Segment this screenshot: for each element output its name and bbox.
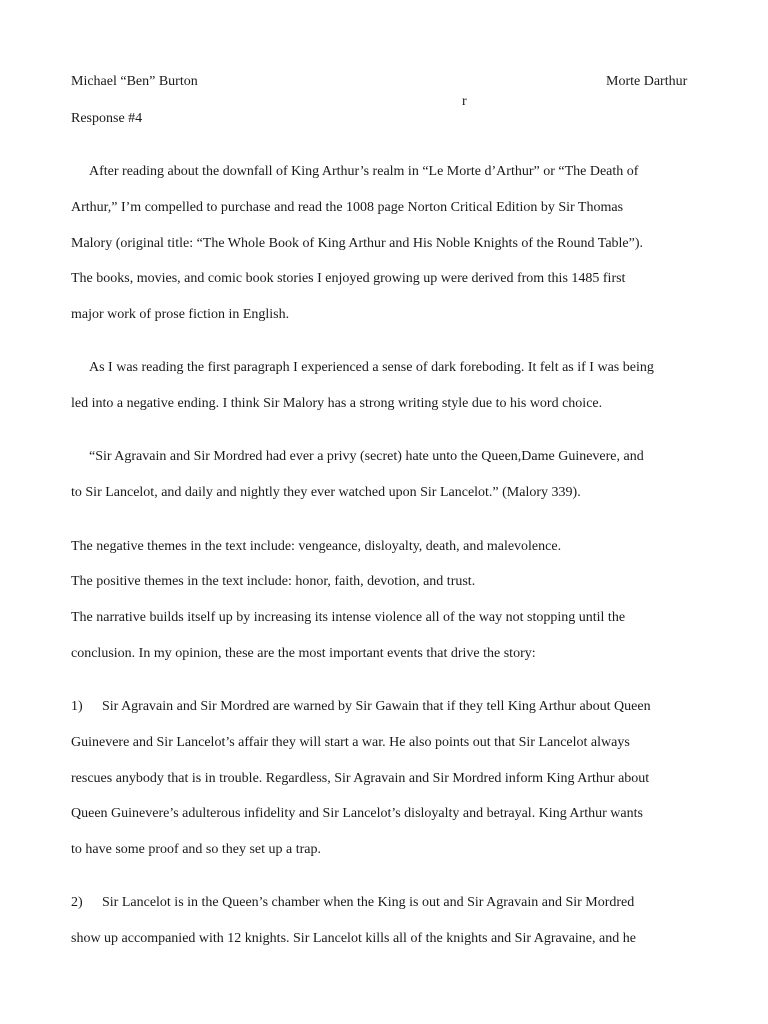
paragraph-line: After reading about the downfall of King Arthur’s realm in “Le Morte d’Arthur” or “The Death of bbox=[89, 164, 639, 179]
paragraph-line: Queen Guinevere’s adulterous infidelity and Sir Lancelot’s disloyalty and betrayal. King Arthur wants bbox=[71, 806, 643, 822]
paragraph-line: “Sir Agravain and Sir Mordred had ever a privy (secret) hate unto the Queen,Dame Guinevere, and bbox=[89, 449, 644, 464]
paragraph-narrative bbox=[71, 600, 701, 672]
paragraph-line: led into a negative ending. I think Sir Malory has a strong writing style due to his word choice. bbox=[71, 395, 603, 411]
paragraph-line: major work of prose fiction in English. bbox=[71, 307, 290, 323]
list-item bbox=[71, 689, 701, 868]
list-item bbox=[71, 885, 701, 957]
positive-themes: The positive themes in the text include: honor, faith, devotion, and trust. bbox=[71, 574, 476, 589]
stray-character: r bbox=[462, 94, 467, 109]
paragraph-line: Arthur,” I’m compelled to purchase and read the 1008 page Norton Critical Edition by Sir Thomas bbox=[71, 199, 624, 215]
paragraph-line: Sir Lancelot is in the Queen’s chamber when the King is out and Sir Agravain and Sir Mordred bbox=[102, 895, 635, 910]
paragraph-line: to Sir Lancelot, and daily and nightly they ever watched upon Sir Lancelot.” (Malory 339). bbox=[71, 484, 581, 500]
negative-themes: The negative themes in the text include: vengeance, disloyalty, death, and malevolence. bbox=[71, 539, 562, 554]
paragraph-intro bbox=[71, 154, 701, 333]
paragraph-line: Sir Agravain and Sir Mordred are warned by Sir Gawain that if they tell King Arthur about Queen bbox=[102, 699, 651, 714]
paragraph-line: conclusion. In my opinion, these are the most important events that drive the story: bbox=[71, 645, 536, 661]
list-number: 1) bbox=[71, 699, 83, 714]
paragraph-line: As I was reading the first paragraph I experienced a sense of dark foreboding. It felt as if I was being bbox=[89, 360, 654, 375]
document-title: Morte Darthur bbox=[606, 74, 688, 89]
paragraph-line: The narrative builds itself up by increasing its intense violence all of the way not stopping until the bbox=[71, 610, 626, 625]
paragraph-line: The books, movies, and comic book stories I enjoyed growing up were derived from this 1485 first bbox=[71, 271, 626, 287]
paragraph-line: rescues anybody that is in trouble. Regardless, Sir Agravain and Sir Mordred inform King Arthur about bbox=[71, 770, 650, 786]
paragraph-line: to have some proof and so they set up a trap. bbox=[71, 842, 321, 858]
paragraph-line: show up accompanied with 12 knights. Sir Lancelot kills all of the knights and Sir Agravaine, and he bbox=[71, 930, 636, 946]
list-number: 2) bbox=[71, 895, 83, 910]
paragraph-reading bbox=[71, 350, 701, 422]
paragraph-line: Guinevere and Sir Lancelot’s affair they will start a war. He also points out that Sir Lancelot always bbox=[71, 734, 630, 750]
paragraph-line: Malory (original title: “The Whole Book of King Arthur and His Noble Knights of the Round Table”). bbox=[71, 235, 644, 251]
quote-paragraph bbox=[71, 439, 701, 511]
author-name: Michael “Ben” Burton bbox=[71, 74, 198, 89]
response-label: Response #4 bbox=[71, 111, 143, 126]
